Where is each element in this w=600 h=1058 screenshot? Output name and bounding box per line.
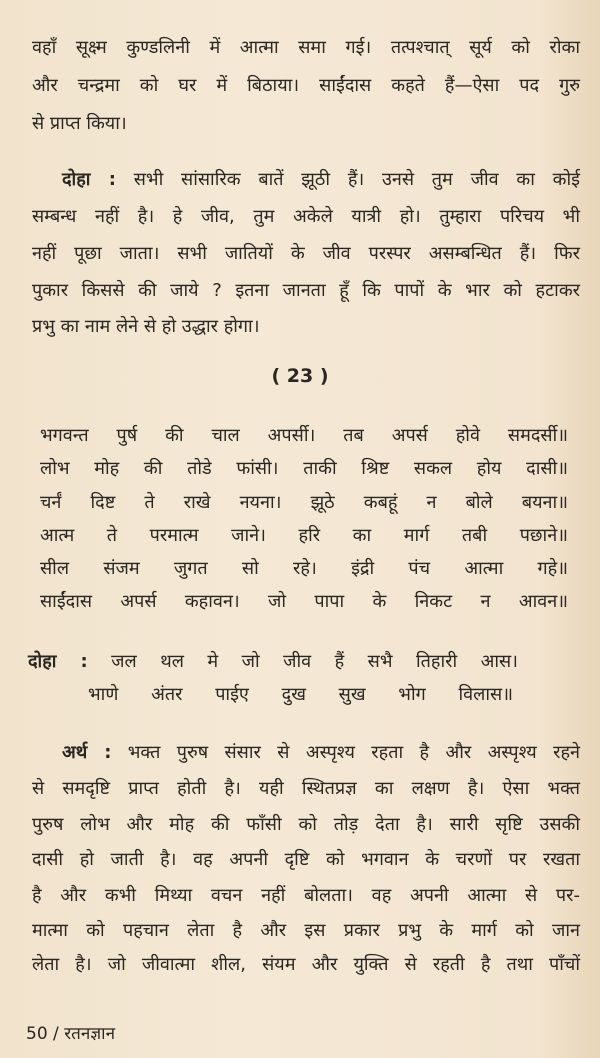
meaning-text: भक्त पुरुष संसार से अस्पृश्य रहता है और अस्पृश्य रहने — [127, 742, 580, 763]
verse-line: आत्म ते परमात्म जाने। हरि का मार्ग तबी पछाने॥ — [40, 525, 568, 546]
doha1-line: सम्बन्ध नहीं है। हे जीव, तुम अकेले यात्री हो। तुम्हारा परिचय भी — [32, 206, 580, 227]
verse-line: चर्नं दिष्ट ते राखे नयना। झूठे कबहूं न बोले बयना॥ — [40, 492, 568, 513]
footer-separator: / — [53, 1024, 59, 1044]
meaning-line: है और कभी मिथ्या वचन नहीं बोलता। वह अपनी आत्मा से पर- — [32, 885, 580, 906]
book-title: रतनज्ञान — [64, 1024, 116, 1044]
doha1-line: प्रभु का नाम लेने से हो उद्धार होगा। — [32, 316, 260, 337]
doha2-line: भाणे अंतर पाईए दुख सुख भोग विलास॥ — [88, 684, 513, 705]
meaning-line: से समदृष्टि प्राप्त होती है। यही स्थितप्रज्ञ का लक्षण है। ऐसा भक्त — [32, 778, 580, 799]
verse-line: साईंदास अपर्स कहावन। जो पापा के निकट न आवन॥ — [40, 591, 568, 612]
page-number: 50 — [26, 1024, 48, 1044]
doha2-text: जल थल मे जो जीव हैं सभै तिहारी आस। — [111, 651, 518, 672]
para1-line: और चन्द्रमा को घर में बिठाया। साईंदास कहते हैं—ऐसा पद गुरु — [32, 75, 580, 96]
verse-line: सील संजम जुगत सो रहे। इंद्री पंच आत्मा गहे॥ — [40, 558, 568, 579]
para1-line: वहाँ सूक्ष्म कुण्डलिनी में आत्मा समा गई। तत्पश्चात् सूर्य को रोका — [32, 37, 580, 58]
meaning-line: मात्मा को पहचान लेता है और इस प्रकार प्रभु के मार्ग को जान — [32, 920, 580, 941]
page-footer — [26, 1022, 115, 1046]
meaning-line: पुरुष लोभ और मोह की फाँसी को तोड़ देता है। सारी सृष्टि उसकी — [32, 814, 580, 835]
doha2-first-line — [28, 650, 518, 674]
doha1-line: नहीं पूछा जाता। सभी जातियों के जीव परस्पर असम्बन्धित हैं। फिर — [32, 243, 580, 264]
para1-line: से प्राप्त किया। — [32, 113, 127, 134]
verse-line: भगवन्त पुर्ष की चाल अपर्सी। तब अपर्स होवे समदर्सी॥ — [40, 425, 568, 446]
meaning-label: अर्थ : — [62, 742, 112, 763]
meaning-line: लेता है। जो जीवात्मा शील, संयम और युक्ति से रहती है तथा पाँचों — [32, 954, 580, 975]
doha-label: दोहा : — [28, 651, 88, 672]
verse-line: लोभ मोह की तोडे फांसी। ताकी श्रिष्ट सकल होय दासी॥ — [40, 458, 568, 479]
meaning-line: दासी हो जाती है। वह अपनी दृष्टि को भगवान के चरणों पर रखता — [32, 849, 580, 870]
section-number: ( 23 ) — [271, 365, 329, 387]
doha1-text: सभी सांसारिक बातें झूठी हैं। उनसे तुम जीव का कोई — [133, 169, 580, 190]
doha1-first-line — [62, 168, 580, 192]
doha-label: दोहा : — [62, 169, 116, 190]
meaning-first-line — [62, 741, 580, 765]
doha1-line: पुकार किससे की जाये ? इतना जानता हूँ कि पापों के भार को हटाकर — [32, 280, 580, 301]
